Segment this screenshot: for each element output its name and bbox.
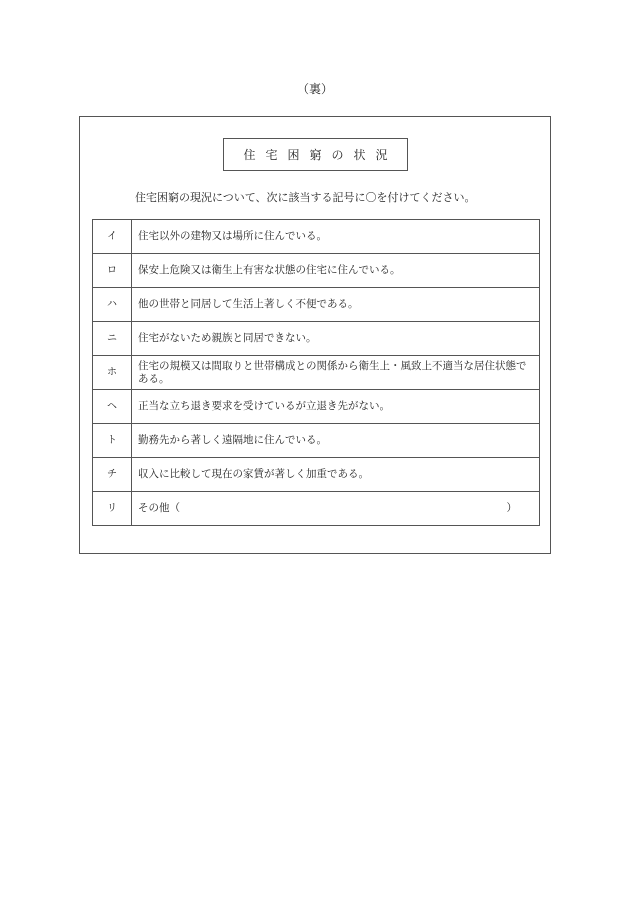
- option-text: 住宅以外の建物又は場所に住んでいる。: [132, 220, 540, 254]
- option-row-i[interactable]: [93, 220, 540, 254]
- option-key[interactable]: イ: [93, 220, 132, 254]
- option-text: 保安上危険又は衛生上有害な状態の住宅に住んでいる。: [132, 254, 540, 288]
- option-row-ro[interactable]: [93, 254, 540, 288]
- option-row-ho[interactable]: [93, 356, 540, 390]
- option-key[interactable]: リ: [93, 492, 132, 526]
- option-row-chi[interactable]: [93, 458, 540, 492]
- form-title: 住宅困窮の状況: [223, 138, 408, 171]
- page-side-label: （裏）: [296, 82, 333, 96]
- option-text: 住宅がないため親族と同居できない。: [132, 322, 540, 356]
- option-key[interactable]: ハ: [93, 288, 132, 322]
- option-key[interactable]: ヘ: [93, 390, 132, 424]
- option-key[interactable]: ロ: [93, 254, 132, 288]
- option-text: 他の世帯と同居して生活上著しく不便である。: [132, 288, 540, 322]
- option-key[interactable]: チ: [93, 458, 132, 492]
- housing-hardship-form: [79, 116, 551, 554]
- option-row-ha[interactable]: [93, 288, 540, 322]
- option-text: 収入に比較して現在の家賃が著しく加重である。: [132, 458, 540, 492]
- options-table: [92, 219, 540, 526]
- option-key[interactable]: ト: [93, 424, 132, 458]
- option-other-cell[interactable]: [132, 492, 540, 526]
- option-text: 正当な立ち退き要求を受けているが立退き先がない。: [132, 390, 540, 424]
- option-text: 勤務先から著しく遠隔地に住んでいる。: [132, 424, 540, 458]
- option-row-to[interactable]: [93, 424, 540, 458]
- form-instruction: 住宅困窮の現況について、次に該当する記号に〇を付けてください。: [135, 191, 476, 204]
- option-row-he[interactable]: [93, 390, 540, 424]
- option-key[interactable]: ニ: [93, 322, 132, 356]
- option-other-label: その他（: [138, 502, 180, 514]
- option-key[interactable]: ホ: [93, 356, 132, 390]
- option-other-close: ）: [506, 502, 517, 514]
- option-row-ri[interactable]: [93, 492, 540, 526]
- option-text: 住宅の規模又は間取りと世帯構成との関係から衛生上・風致上不適当な居住状態である。: [132, 356, 540, 390]
- option-row-ni[interactable]: [93, 322, 540, 356]
